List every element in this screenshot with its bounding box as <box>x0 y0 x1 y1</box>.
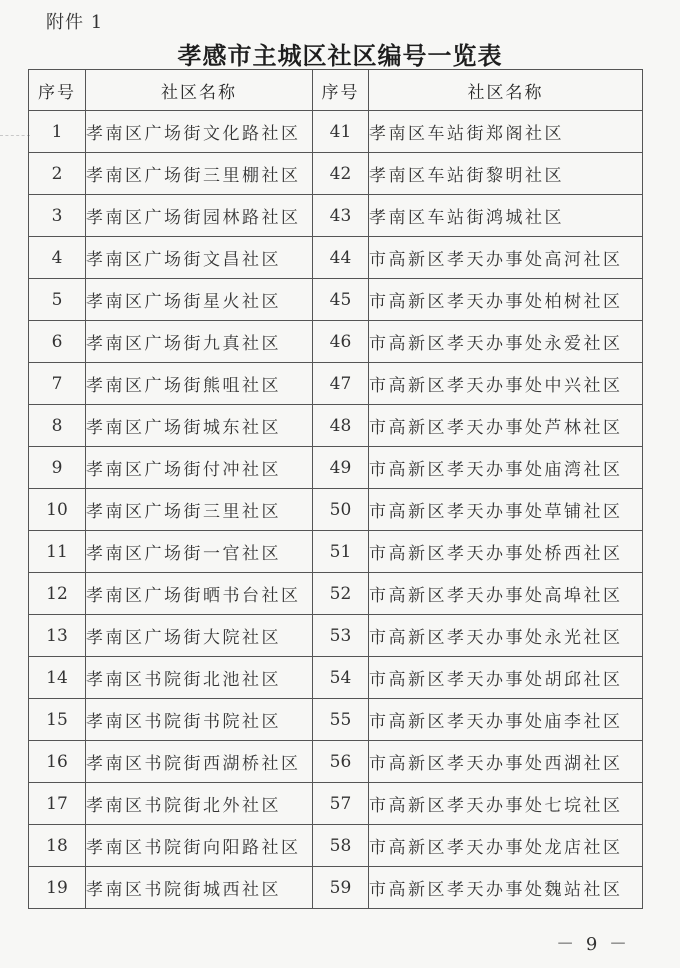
table-row <box>29 615 643 657</box>
community-name-cell-right: 市高新区孝天办事处西湖社区 <box>369 741 643 783</box>
community-name-cell-left: 孝南区广场街城东社区 <box>86 405 313 447</box>
serial-cell-left: 11 <box>29 531 86 573</box>
serial-cell-right: 53 <box>313 615 369 657</box>
community-name-cell-right: 市高新区孝天办事处庙李社区 <box>369 699 643 741</box>
community-name-cell-left: 孝南区广场街大院社区 <box>86 615 313 657</box>
community-name-cell-left: 孝南区广场街付冲社区 <box>86 447 313 489</box>
table-row <box>29 405 643 447</box>
table-row <box>29 111 643 153</box>
serial-cell-left: 12 <box>29 573 86 615</box>
header-serial-right: 序号 <box>313 70 369 111</box>
serial-cell-right: 50 <box>313 489 369 531</box>
community-name-cell-left: 孝南区广场街文化路社区 <box>86 111 313 153</box>
community-name-cell-left: 孝南区书院街城西社区 <box>86 867 313 909</box>
serial-cell-left: 19 <box>29 867 86 909</box>
community-name-cell-right: 市高新区孝天办事处龙店社区 <box>369 825 643 867</box>
community-name-cell-left: 孝南区书院街北外社区 <box>86 783 313 825</box>
community-name-cell-left: 孝南区广场街文昌社区 <box>86 237 313 279</box>
serial-cell-right: 55 <box>313 699 369 741</box>
serial-cell-left: 16 <box>29 741 86 783</box>
serial-cell-left: 7 <box>29 363 86 405</box>
serial-cell-left: 5 <box>29 279 86 321</box>
serial-cell-left: 1 <box>29 111 86 153</box>
community-name-cell-left: 孝南区广场街一官社区 <box>86 531 313 573</box>
community-name-cell-right: 市高新区孝天办事处永光社区 <box>369 615 643 657</box>
serial-cell-right: 41 <box>313 111 369 153</box>
serial-cell-right: 51 <box>313 531 369 573</box>
header-name-left: 社区名称 <box>86 70 313 111</box>
serial-cell-left: 3 <box>29 195 86 237</box>
community-name-cell-right: 孝南区车站街鸿城社区 <box>369 195 643 237</box>
serial-cell-left: 18 <box>29 825 86 867</box>
community-name-cell-left: 孝南区广场街园林路社区 <box>86 195 313 237</box>
table-row <box>29 783 643 825</box>
serial-cell-right: 42 <box>313 153 369 195</box>
community-name-cell-right: 孝南区车站街郑阁社区 <box>369 111 643 153</box>
document-title: 孝感市主城区社区编号一览表 <box>177 41 503 70</box>
table-row <box>29 573 643 615</box>
serial-cell-right: 59 <box>313 867 369 909</box>
serial-cell-left: 17 <box>29 783 86 825</box>
serial-cell-left: 2 <box>29 153 86 195</box>
serial-cell-left: 8 <box>29 405 86 447</box>
community-name-cell-left: 孝南区书院街书院社区 <box>86 699 313 741</box>
community-name-cell-left: 孝南区广场街九真社区 <box>86 321 313 363</box>
community-name-cell-left: 孝南区书院街西湖桥社区 <box>86 741 313 783</box>
community-name-cell-right: 市高新区孝天办事处芦林社区 <box>369 405 643 447</box>
community-name-cell-right: 市高新区孝天办事处柏树社区 <box>369 279 643 321</box>
serial-cell-right: 48 <box>313 405 369 447</box>
community-name-cell-left: 孝南区广场街三里棚社区 <box>86 153 313 195</box>
table-row <box>29 531 643 573</box>
serial-cell-left: 9 <box>29 447 86 489</box>
community-name-cell-right: 市高新区孝天办事处庙湾社区 <box>369 447 643 489</box>
serial-cell-left: 10 <box>29 489 86 531</box>
serial-cell-right: 52 <box>313 573 369 615</box>
serial-cell-right: 47 <box>313 363 369 405</box>
table-row <box>29 489 643 531</box>
serial-cell-right: 57 <box>313 783 369 825</box>
serial-cell-left: 15 <box>29 699 86 741</box>
table-body <box>29 111 643 909</box>
community-name-cell-right: 市高新区孝天办事处中兴社区 <box>369 363 643 405</box>
community-name-cell-right: 市高新区孝天办事处桥西社区 <box>369 531 643 573</box>
serial-cell-right: 58 <box>313 825 369 867</box>
community-name-cell-left: 孝南区广场街熊咀社区 <box>86 363 313 405</box>
header-serial-left: 序号 <box>29 70 86 111</box>
community-name-cell-left: 孝南区广场街星火社区 <box>86 279 313 321</box>
serial-cell-left: 6 <box>29 321 86 363</box>
serial-cell-right: 56 <box>313 741 369 783</box>
community-name-cell-right: 市高新区孝天办事处七垸社区 <box>369 783 643 825</box>
community-name-cell-right: 市高新区孝天办事处高河社区 <box>369 237 643 279</box>
community-name-cell-left: 孝南区书院街北池社区 <box>86 657 313 699</box>
community-name-cell-left: 孝南区广场街晒书台社区 <box>86 573 313 615</box>
table-row <box>29 867 643 909</box>
community-name-cell-right: 孝南区车站街黎明社区 <box>369 153 643 195</box>
serial-cell-right: 54 <box>313 657 369 699</box>
community-name-cell-right: 市高新区孝天办事处魏站社区 <box>369 867 643 909</box>
fold-crease-mark <box>0 135 30 136</box>
table-row <box>29 447 643 489</box>
table-row <box>29 195 643 237</box>
table-row <box>29 657 643 699</box>
serial-cell-right: 44 <box>313 237 369 279</box>
table-row <box>29 237 643 279</box>
community-name-cell-right: 市高新区孝天办事处永爱社区 <box>369 321 643 363</box>
table-row <box>29 279 643 321</box>
header-name-right: 社区名称 <box>369 70 643 111</box>
serial-cell-right: 43 <box>313 195 369 237</box>
table-header-row <box>29 70 643 111</box>
community-table <box>28 69 643 909</box>
serial-cell-right: 45 <box>313 279 369 321</box>
community-name-cell-left: 孝南区广场街三里社区 <box>86 489 313 531</box>
table-row <box>29 741 643 783</box>
community-name-cell-right: 市高新区孝天办事处高埠社区 <box>369 573 643 615</box>
serial-cell-right: 49 <box>313 447 369 489</box>
serial-cell-left: 4 <box>29 237 86 279</box>
community-name-cell-right: 市高新区孝天办事处草铺社区 <box>369 489 643 531</box>
table-row <box>29 363 643 405</box>
table-row <box>29 699 643 741</box>
page-number: － 9 － <box>556 934 630 955</box>
serial-cell-right: 46 <box>313 321 369 363</box>
table-row <box>29 153 643 195</box>
serial-cell-left: 13 <box>29 615 86 657</box>
attachment-label: 附件 1 <box>46 12 104 33</box>
community-name-cell-right: 市高新区孝天办事处胡邱社区 <box>369 657 643 699</box>
table-row <box>29 825 643 867</box>
serial-cell-left: 14 <box>29 657 86 699</box>
table-row <box>29 321 643 363</box>
community-name-cell-left: 孝南区书院街向阳路社区 <box>86 825 313 867</box>
